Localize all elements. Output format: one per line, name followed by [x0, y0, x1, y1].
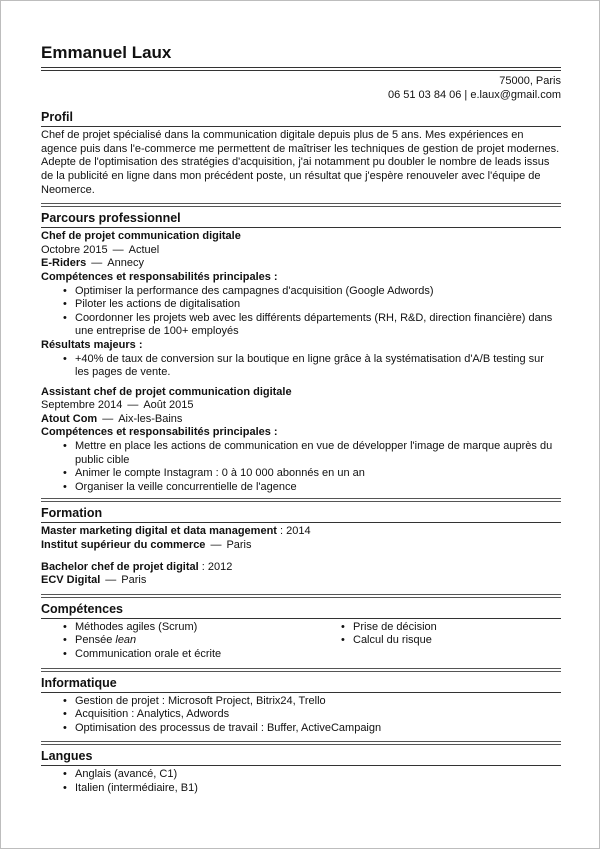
list-item: • Optimiser la performance des campagnes d'acquisition (Google Adwords): [75, 285, 561, 299]
degree: Bachelor chef de projet digital: [41, 560, 199, 573]
job-entry: [41, 230, 561, 380]
dash: —: [210, 539, 222, 552]
job-title: Chef de projet communication digitale: [41, 230, 241, 243]
list-item: • Anglais (avancé, C1): [75, 768, 561, 782]
skill-text: Pensée: [75, 634, 113, 647]
list-item: • Coordonner les projets web avec les différents départements (RH, R&D, direction financière) dans une entreprise de 100+ employés: [75, 312, 561, 339]
langues-list: [41, 768, 561, 795]
school: ECV Digital: [41, 574, 101, 587]
list-item: • Méthodes agiles (Scrum): [75, 621, 319, 635]
skill-italic: lean: [115, 634, 137, 647]
section-separator: [41, 203, 561, 207]
resp-label: Compétences et responsabilités principales :: [41, 270, 278, 283]
degree: Master marketing digital et data management: [41, 525, 277, 538]
skills-left-list: [41, 621, 319, 662]
section-divider: [41, 618, 561, 619]
list-item: • Mettre en place les actions de communication en vue de développer l'image de marque auprès du public cible: [75, 440, 561, 467]
section-divider: [41, 522, 561, 523]
results-label: Résultats majeurs :: [41, 338, 143, 351]
list-item: • Animer le compte Instagram : 0 à 10 000 abonnés en un an: [75, 467, 561, 481]
list-item: • Italien (intermédiaire, B1): [75, 782, 561, 796]
job-start: Octobre 2015: [41, 243, 108, 256]
school-line: [41, 574, 561, 588]
section-title-langues: Langues: [41, 749, 93, 764]
resp-list: [41, 440, 561, 494]
section-title-informatique: Informatique: [41, 675, 117, 690]
job-start: Septembre 2014: [41, 399, 123, 412]
school-city: Paris: [226, 539, 252, 552]
degree-line: [41, 561, 561, 575]
degree-year: 2012: [207, 560, 233, 573]
email: e.laux@gmail.com: [470, 88, 561, 101]
formation-entry: [41, 561, 561, 588]
list-item: • Acquisition : Analytics, Adwords: [75, 708, 561, 722]
list-item: • Prise de décision: [353, 621, 437, 635]
contact-separator: |: [464, 88, 468, 101]
section-title-parcours: Parcours professionnel: [41, 211, 181, 226]
school-city: Paris: [121, 574, 147, 587]
section-separator: [41, 741, 561, 745]
list-item: • Organiser la veille concurrentielle de l'agence: [75, 481, 561, 495]
colon: :: [201, 560, 205, 573]
job-city: Annecy: [107, 257, 144, 270]
list-item: • Calcul du risque: [353, 634, 437, 648]
section-title-profil: Profil: [41, 110, 73, 125]
job-end: Août 2015: [143, 399, 194, 412]
dash: —: [127, 399, 139, 412]
dash: —: [112, 243, 124, 256]
job-company: E-Riders: [41, 257, 87, 270]
degree-year: 2014: [286, 525, 311, 538]
job-company-line: [41, 413, 561, 427]
section-title-formation: Formation: [41, 506, 103, 521]
list-item: [75, 634, 319, 648]
contact-block: [41, 75, 561, 102]
formation-entry: [41, 525, 561, 552]
resp-list: [41, 285, 561, 339]
dash: —: [91, 257, 103, 270]
informatique-list: [41, 695, 561, 736]
list-item: • +40% de taux de conversion sur la boutique en ligne grâce à la systématisation d'A/B testing sur les pages de vente.: [75, 353, 561, 380]
profil-text: Chef de projet spécialisé dans la communication digitale depuis plus de 5 ans. Mes expériences en agence puis dans l'e-commerce me permettent de maîtriser les techniques de gestion de projet modernes. Adepte de l'optimisation des stratégies d'acquisition, j'ai notamment pu doubler le nombre de leads issus de la publicité en ligne dans mon précédent poste, un résultat que j'espère renouveler avec l'équipe de Neomerce.: [41, 129, 560, 196]
list-item: • Gestion de projet : Microsoft Project, Bitrix24, Trello: [75, 695, 561, 709]
job-title: Assistant chef de projet communication digitale: [41, 385, 292, 398]
section-divider: [41, 126, 561, 127]
job-company-line: [41, 257, 561, 271]
job-city: Aix-les-Bains: [118, 412, 183, 425]
phone: 06 51 03 84 06: [387, 88, 462, 101]
skills-columns: [41, 621, 561, 662]
section-divider: [41, 765, 561, 766]
list-item: • Optimisation des processus de travail : Buffer, ActiveCampaign: [75, 722, 561, 736]
dash: —: [105, 574, 117, 587]
phone-email-line: [41, 89, 561, 103]
results-list: [41, 353, 561, 380]
dash: —: [102, 412, 114, 425]
school-line: [41, 539, 561, 553]
colon: :: [280, 525, 284, 538]
skills-right-list: [319, 621, 437, 662]
header-divider: [41, 67, 561, 71]
job-end: Actuel: [128, 243, 160, 256]
section-separator: [41, 668, 561, 672]
resp-label: Compétences et responsabilités principales :: [41, 426, 278, 439]
section-divider: [41, 227, 561, 228]
candidate-name: Emmanuel Laux: [41, 43, 172, 62]
address: 75000, Paris: [499, 75, 561, 87]
list-item: • Communication orale et écrite: [75, 648, 319, 662]
job-dates: [41, 399, 561, 413]
job-dates: [41, 244, 561, 258]
section-separator: [41, 594, 561, 598]
job-company: Atout Com: [41, 412, 98, 425]
job-entry: [41, 386, 561, 495]
resume-content: [41, 43, 561, 796]
section-title-competences: Compétences: [41, 601, 123, 616]
section-divider: [41, 692, 561, 693]
school: Institut supérieur du commerce: [41, 539, 206, 552]
section-separator: [41, 498, 561, 502]
list-item: • Piloter les actions de digitalisation: [75, 298, 561, 312]
degree-line: [41, 525, 561, 539]
